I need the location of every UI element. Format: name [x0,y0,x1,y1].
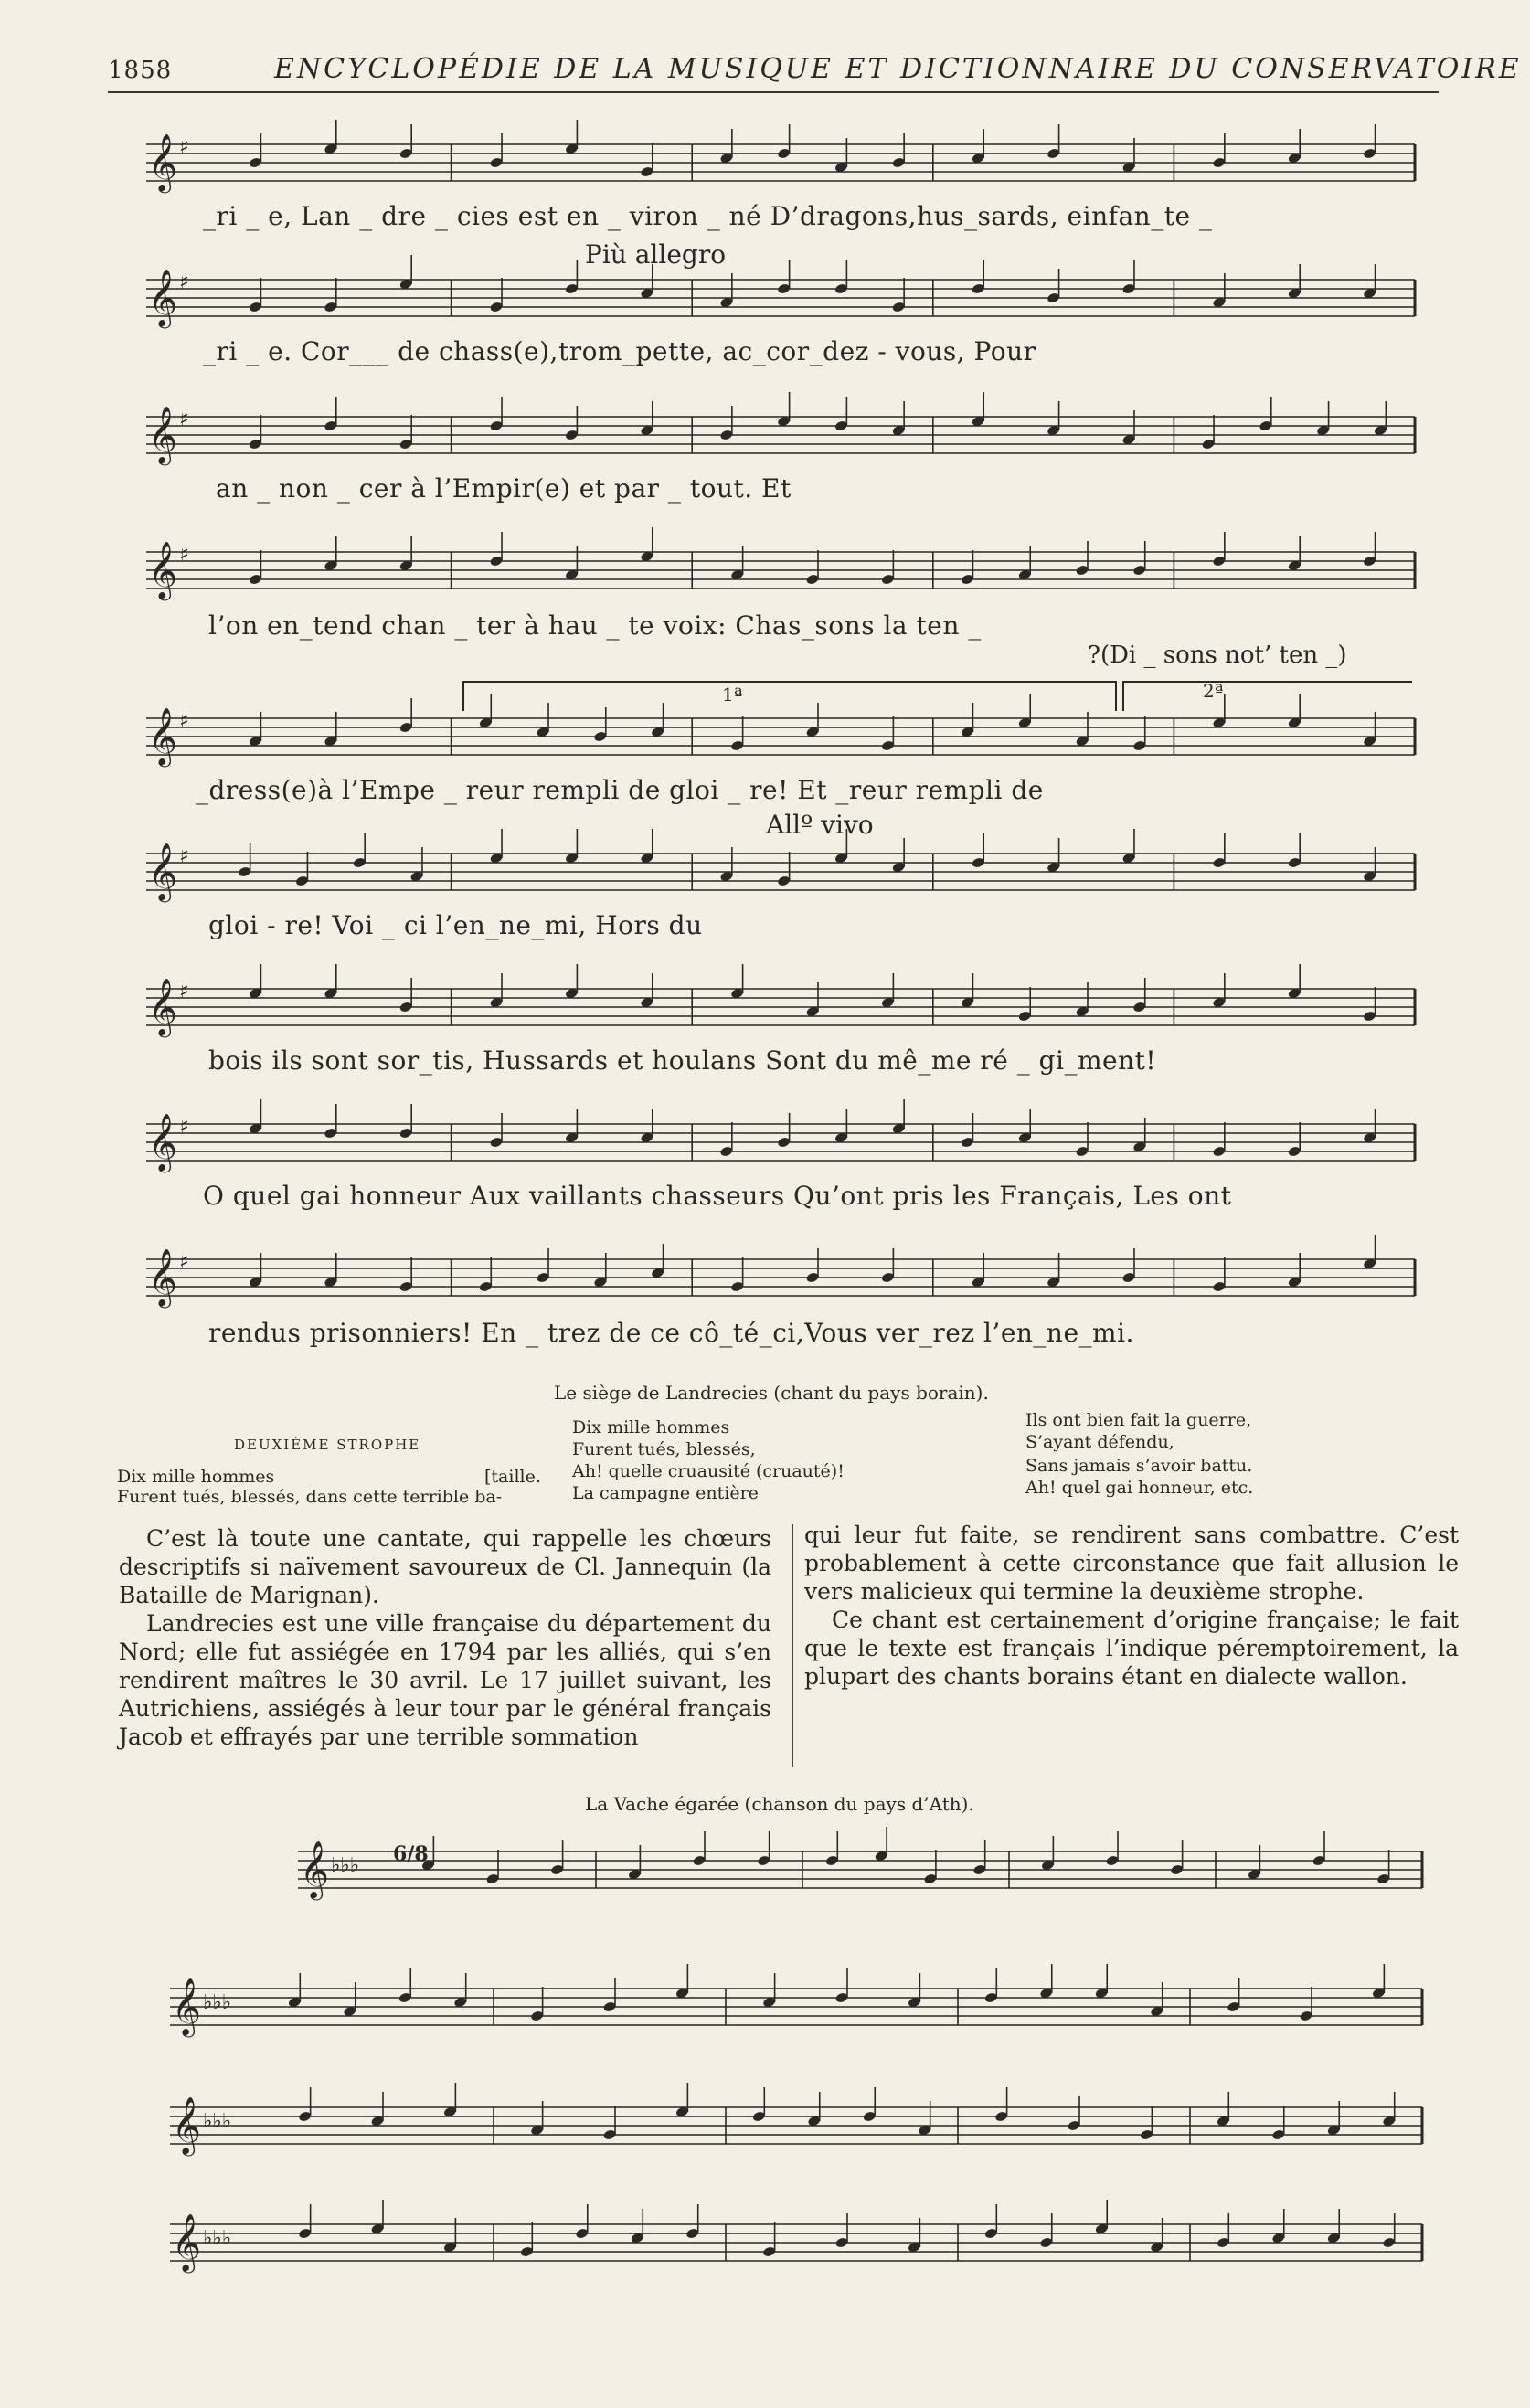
treble-clef-icon: 𝄞 [172,2213,201,2271]
treble-clef-icon: 𝄞 [172,1978,201,2035]
volta-second: 2ª [1203,680,1224,702]
sharp-icon: ♯ [179,710,189,733]
music-staff [146,543,1415,607]
sharp-icon: ♯ [179,845,189,868]
music-staff [146,271,1415,334]
lyric-line: O quel gai honneur Aux vaillants chasseurs Qu’ont pris les Français, Les ont [203,1181,1232,1211]
verse-line: S’ayant défendu, [1025,1432,1174,1452]
volta-bracket [462,678,1421,715]
treble-clef-icon: 𝄞 [148,406,177,463]
treble-clef-icon: 𝄞 [172,2096,201,2154]
sharp-icon: ♯ [179,408,189,431]
verse-heading: DEUXIÈME STROPHE [234,1437,421,1453]
lyric-line: l’on en_tend chan _ ter à hau _ te voix: Chas_sons la ten _ [208,610,982,641]
sharp-icon: ♯ [179,981,189,1003]
alternate-lyric: ?(Di _ sons not’ ten _) [1088,642,1347,669]
treble-clef-icon: 𝄞 [148,133,177,191]
sharp-icon: ♯ [179,1116,189,1139]
music-staff [298,1842,1422,1906]
paragraph: qui leur fut faite, se rendirent sans combattre. C’est probablement à cette circonstance que fait allusion le vers malicieux qui termine la deuxième strophe. [804,1522,1459,1605]
verse-line: Dix mille hommes [572,1417,730,1437]
time-signature: 6/8 [393,1842,429,1866]
verse-line: [taille. [484,1467,541,1487]
lyric-line: _ri _ e, Lan _ dre _ cies est en _ viron _ né D’dragons,hus_sards, einfan_te _ [203,201,1213,231]
sharp-icon: ♯ [179,1251,189,1274]
flat-icon: ♭♭♭ [331,1854,360,1877]
lyric-line: gloi - re! Voi _ ci l’en_ne_mi, Hors du [208,910,703,940]
running-title: ENCYCLOPÉDIE DE LA MUSIQUE ET DICTIONNAIRE DU CONSERVATOIRE [274,53,1522,85]
paragraph: C’est là toute une cantate, qui rappelle les chœurs descriptifs si naïvement savoureux de Cl. Jannequin (la Bataille de Marignan). [119,1525,771,1608]
header-rule [108,91,1439,93]
music-staff [146,408,1415,472]
sharp-icon: ♯ [179,271,189,294]
treble-clef-icon: 𝄞 [148,269,177,326]
verse-line: Ils ont bien fait la guerre, [1025,1410,1252,1430]
flat-icon: ♭♭♭ [203,2110,232,2133]
verse-line: Ah! quelle cruausité (cruauté)! [572,1461,845,1481]
sharp-icon: ♯ [179,544,189,567]
verse-line: La campagne entière [572,1483,759,1503]
column-rule [792,1524,793,1767]
flat-icon: ♭♭♭ [203,2227,232,2250]
music-staff [146,844,1415,908]
music-staff [146,980,1415,1044]
music-staff [146,709,1415,773]
music-staff [170,2215,1422,2279]
figure-caption: La Vache égarée (chanson du pays d’Ath). [585,1793,974,1815]
tempo-marking: Più allegro [585,239,727,270]
treble-clef-icon: 𝄞 [300,1840,329,1898]
lyric-line: _dress(e)à l’Empe _ reur rempli de gloi _ re! Et _reur rempli de [196,775,1044,805]
treble-clef-icon: 𝄞 [148,1248,177,1306]
treble-clef-icon: 𝄞 [148,978,177,1035]
verse-line: Dix mille hommes [117,1467,275,1487]
sharp-icon: ♯ [179,136,189,159]
music-staff [170,2098,1422,2162]
paragraph: Landrecies est une ville française du département du Nord; elle fut assiégée en 1794 par les alliés, qui s’en rendirent maîtres le 30 avril. Le 17 juillet suivant, les Autrichiens, assiégés à leur tour par le général français Jacob et effrayés par une terrible sommation [119,1610,771,1750]
figure-caption: Le siège de Landrecies (chant du pays borain). [554,1382,989,1404]
music-staff [146,1250,1415,1314]
treble-clef-icon: 𝄞 [148,707,177,765]
paragraph: Ce chant est certainement d’origine française; le fait que le texte est français l’indique péremptoirement, la plupart des chants borains étant en dialecte wallon. [804,1607,1459,1690]
music-staff [146,1115,1415,1179]
text-column-right [804,1521,1459,1691]
verse-line: Ah! quel gai honneur, etc. [1025,1478,1254,1498]
music-staff [146,135,1415,199]
tempo-marking: Allº vivo [766,810,874,840]
treble-clef-icon: 𝄞 [148,1113,177,1171]
lyric-line: bois ils sont sor_tis, Hussards et houlans Sont du mê_me ré _ gi_ment! [208,1045,1157,1076]
lyric-line: rendus prisonniers! En _ trez de ce cô_té_ci,Vous ver_rez l’en_ne_mi. [208,1318,1134,1348]
page-number: 1858 [108,57,173,84]
volta-first: 1ª [722,684,743,705]
verse-line: Furent tués, blessés, [572,1439,756,1459]
treble-clef-icon: 𝄞 [148,541,177,599]
text-column-left [119,1524,771,1751]
verse-line: Sans jamais s’avoir battu. [1025,1456,1253,1476]
flat-icon: ♭♭♭ [203,1991,232,2014]
music-staff [170,1979,1422,2043]
lyric-line: _ri _ e. Cor___ de chass(e),trom_pette, ac_cor_dez - vous, Pour [203,336,1036,366]
treble-clef-icon: 𝄞 [148,843,177,900]
lyric-line: an _ non _ cer à l’Empir(e) et par _ tout. Et [216,473,792,504]
verse-line: Furent tués, blessés, dans cette terrible ba- [117,1487,503,1507]
